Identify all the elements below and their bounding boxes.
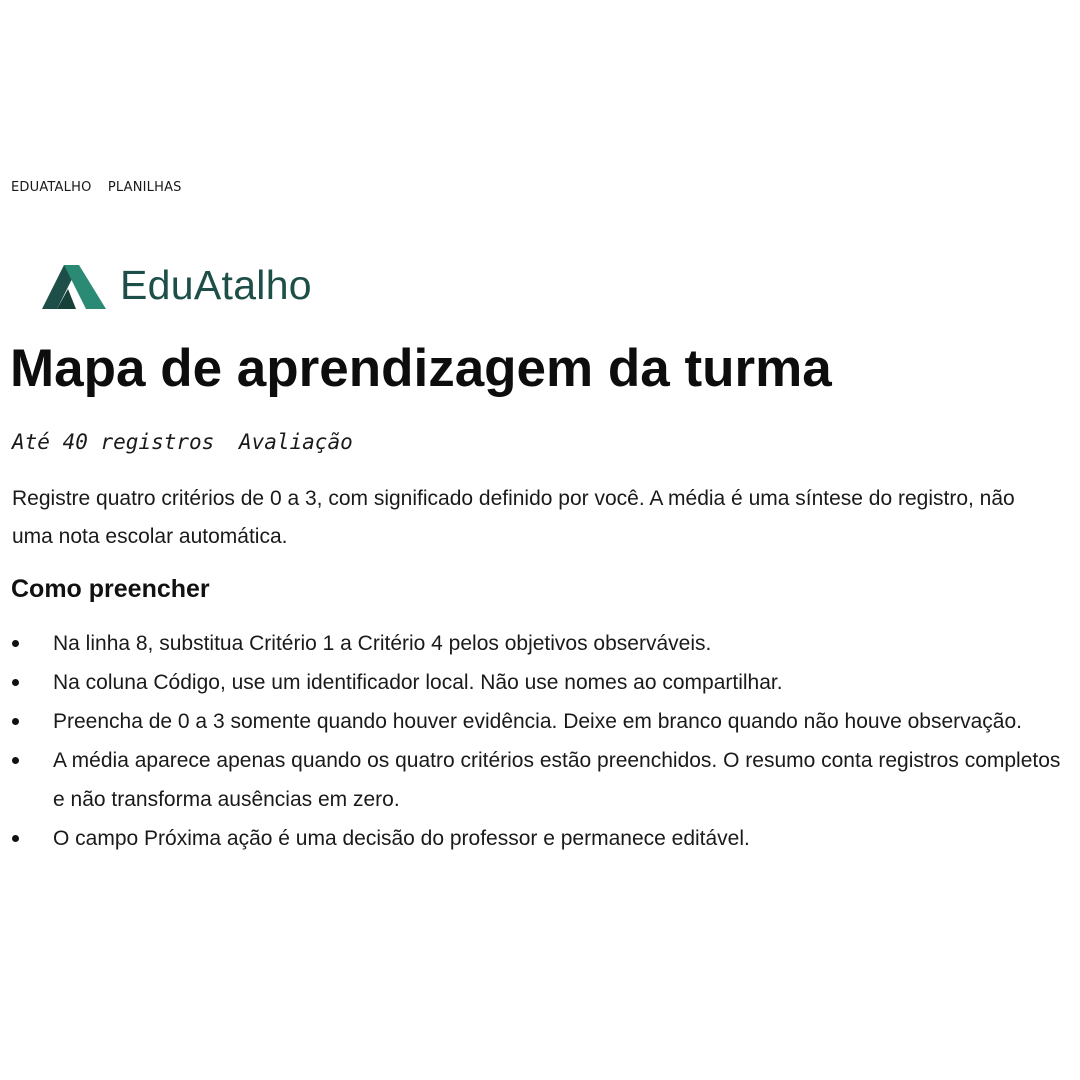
list-item: Na linha 8, substitua Critério 1 a Critério 4 pelos objetivos observáveis.: [0, 624, 1075, 663]
category-label: Avaliação: [238, 430, 353, 454]
how-to-heading: Como preencher: [11, 575, 210, 603]
logo: [42, 262, 312, 310]
list-item: A média aparece apenas quando os quatro critérios estão preenchidos. O resumo conta registros completos e não transforma ausências em zero.: [0, 741, 1075, 819]
breadcrumb: [11, 180, 182, 195]
breadcrumb-section: PLANILHAS: [107, 180, 182, 195]
list-item: Na coluna Código, use um identificador local. Não use nomes ao compartilhar.: [0, 663, 1075, 702]
breadcrumb-brand: EDUATALHO: [11, 180, 92, 195]
page-title: Mapa de aprendizagem da turma: [10, 339, 832, 398]
how-to-list: [0, 624, 1075, 858]
logo-text: EduAtalho: [120, 261, 312, 308]
list-item: O campo Próxima ação é uma decisão do professor e permanece editável.: [0, 819, 1075, 858]
records-limit: Até 40 registros: [12, 430, 215, 454]
edu-atalho-logo-icon: [42, 263, 106, 309]
meta-line: [12, 430, 353, 454]
intro-paragraph: Registre quatro critérios de 0 a 3, com significado definido por você. A média é uma síntese do registro, não uma nota escolar automática.: [12, 487, 1015, 548]
list-item: Preencha de 0 a 3 somente quando houver evidência. Deixe em branco quando não houve observação.: [0, 702, 1075, 741]
